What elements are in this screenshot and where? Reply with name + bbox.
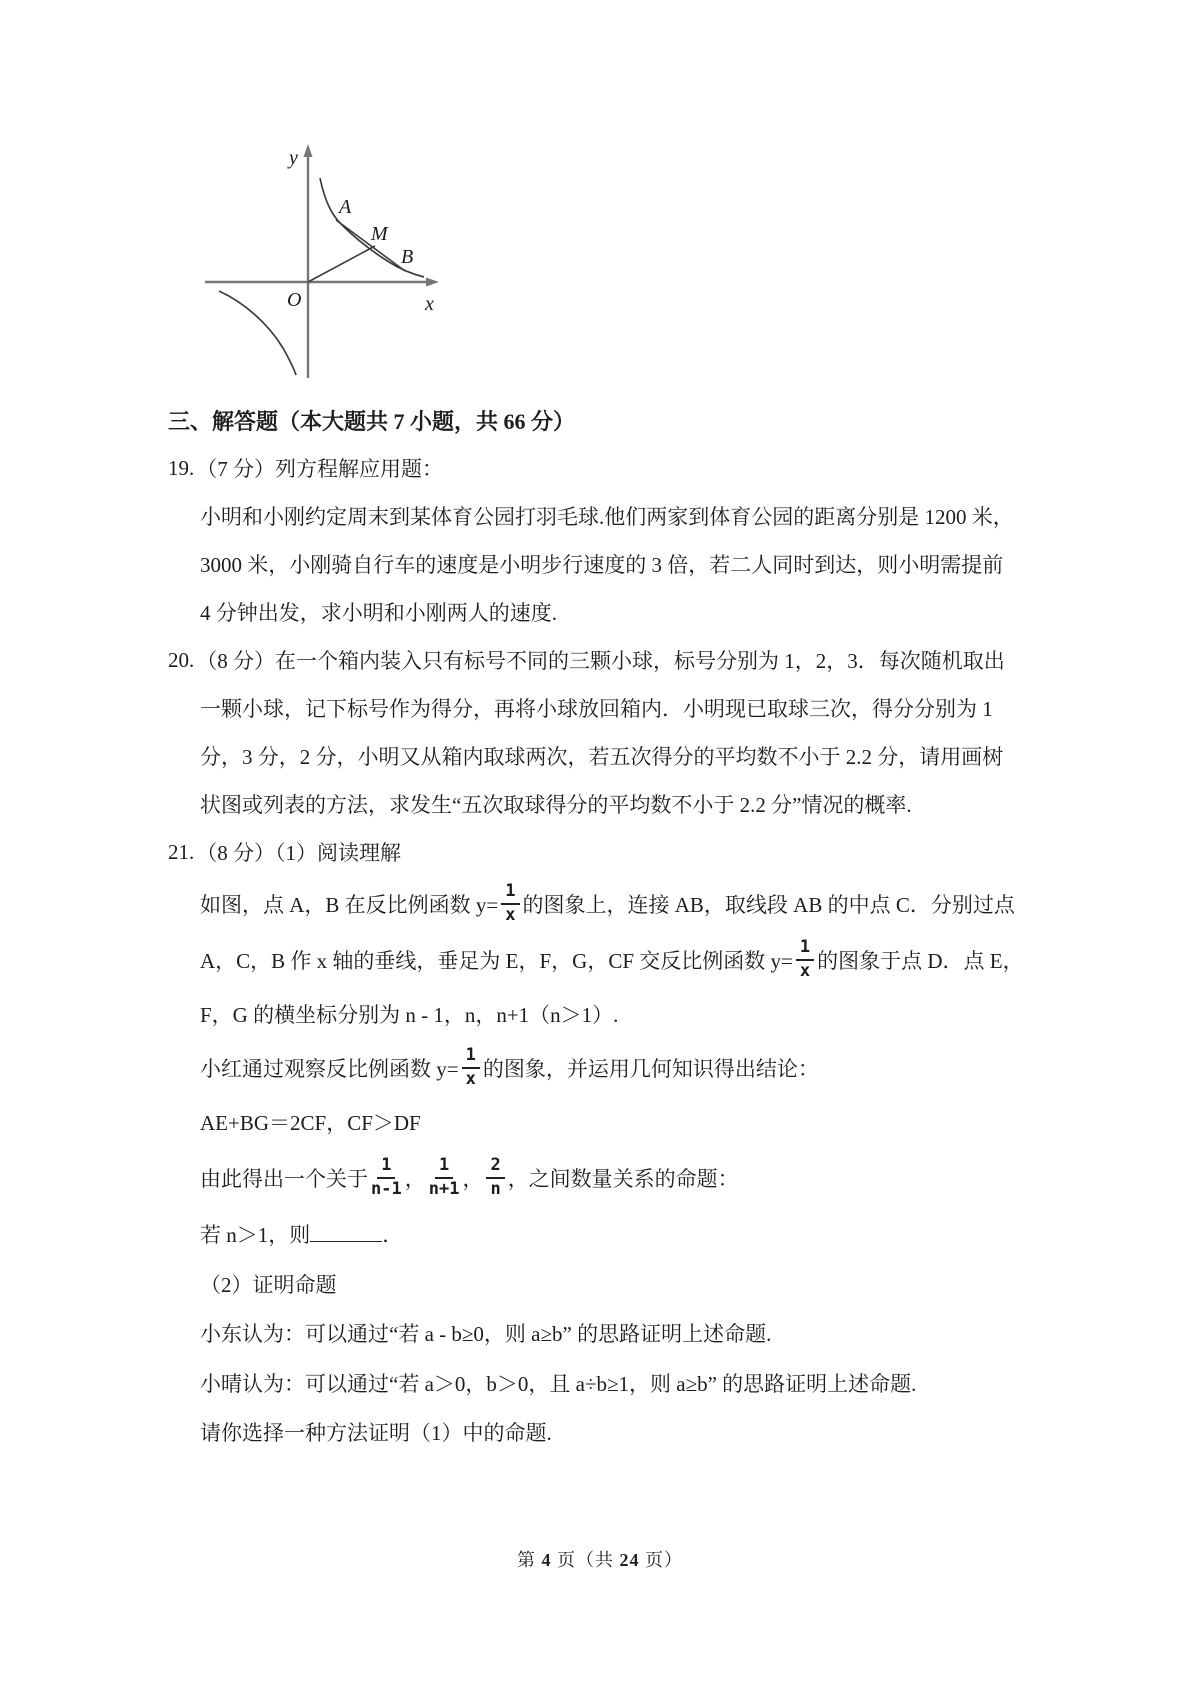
problem-21-line-3	[168, 988, 1068, 1040]
page-footer	[0, 1546, 1200, 1572]
problem-21-line-8	[168, 1260, 1068, 1308]
problem-21-line-9	[168, 1308, 1068, 1358]
point-m-label: M	[371, 223, 388, 245]
problem-21-text: ，	[462, 1167, 484, 1191]
footer-text: 页（共	[551, 1550, 620, 1570]
footer-page-number: 4	[541, 1550, 552, 1570]
fraction-1-over-n-minus-1	[371, 1156, 402, 1199]
problem-21-head: （8 分）（1）阅读理解	[196, 841, 401, 865]
y-axis-arrow-icon	[304, 144, 313, 157]
problem-19-text-1: 小明和小刚约定周末到某体育公园打羽毛球.他们两家到体育公园的距离分别是 1200 米，	[200, 505, 1014, 529]
point-b-label: B	[401, 246, 414, 268]
x-axis-arrow-icon	[426, 278, 439, 287]
origin-label: O	[287, 289, 302, 311]
problem-20-line	[168, 732, 1068, 780]
fraction-denominator: x	[799, 961, 811, 981]
problem-21-text: ．	[382, 1223, 404, 1247]
problem-19-line	[168, 540, 1068, 588]
fraction-numerator: 1	[377, 1156, 395, 1179]
problem-19-line	[168, 588, 1068, 636]
problem-20-text-1: 一颗小球，记下标号作为得分，再将小球放回箱内．小明现已取球三次，得分分别为 1	[200, 697, 993, 721]
problem-21-text: 的图象于点 D．点 E，	[817, 949, 1024, 973]
problem-21-text: A，C，B 作 x 轴的垂线，垂足为 E，F，G，CF 交反比例函数 y=	[200, 949, 793, 973]
problem-20-head: （8 分）在一个箱内装入只有标号不同的三颗小球，标号分别为 1，2，3．每次随机取出	[196, 649, 1005, 673]
problem-20-line	[168, 684, 1068, 732]
problem-21-text: 请你选择一种方法证明（1）中的命题.	[200, 1421, 552, 1445]
problem-21-number: 21.	[168, 839, 195, 864]
fraction-numerator: 1	[501, 882, 519, 905]
footer-text: 第	[517, 1550, 542, 1570]
problem-20-line	[168, 780, 1068, 828]
problem-20-head-row	[168, 636, 1068, 684]
section-heading-row	[168, 396, 1068, 444]
function-graph-figure	[193, 136, 443, 382]
problem-20-text-3: 状图或列表的方法，求发生“五次取球得分的平均数不小于 2.2 分”情况的概率.	[200, 793, 912, 817]
hyperbola-branch-q3	[219, 291, 296, 375]
ray-om	[308, 246, 375, 282]
problem-21-text: 的图象，并运用几何知识得出结论：	[482, 1057, 819, 1081]
fraction-1-over-n-plus-1	[429, 1156, 460, 1199]
fraction-numerator: 1	[796, 938, 814, 961]
problem-21-text: ，	[404, 1167, 426, 1191]
footer-total-pages: 24	[619, 1550, 640, 1570]
answer-blank	[310, 1241, 382, 1242]
fraction-1-over-x	[462, 1046, 480, 1089]
problem-20-number: 20.	[168, 647, 195, 672]
problem-21-line-4	[168, 1040, 1068, 1096]
problem-20-text-2: 分，3 分，2 分，小明又从箱内取球两次，若五次得分的平均数不小于 2.2 分，请用画树	[200, 745, 1004, 769]
hyperbola-diagram	[193, 136, 443, 382]
problem-21-text: ，之间数量关系的命题：	[507, 1167, 739, 1191]
exam-content	[168, 396, 1068, 1456]
problem-19-head-row	[168, 444, 1068, 492]
problem-21-text: 小东认为：可以通过“若 a - b≥0，则 a≥b” 的思路证明上述命题.	[200, 1322, 772, 1346]
fraction-denominator: x	[465, 1069, 476, 1089]
problem-21-line-1	[168, 876, 1068, 932]
footer-text: 页）	[639, 1550, 683, 1570]
problem-21-line-11	[168, 1408, 1068, 1456]
problem-19-text-3: 4 分钟出发，求小明和小刚两人的速度.	[200, 601, 557, 625]
problem-21-subsection: （2）证明命题	[200, 1273, 337, 1297]
fraction-denominator: n	[490, 1179, 501, 1199]
problem-21-text: 小红通过观察反比例函数 y=	[200, 1057, 459, 1081]
point-a-label: A	[339, 196, 352, 218]
fraction-denominator: n-1	[371, 1179, 402, 1199]
problem-21-head-row	[168, 828, 1068, 876]
problem-21-line-5	[168, 1096, 1068, 1148]
problem-21-text: 由此得出一个关于	[200, 1167, 368, 1191]
problem-21-line-10	[168, 1358, 1068, 1408]
fraction-denominator: x	[505, 905, 516, 925]
problem-21-text: 如图，点 A，B 在反比例函数 y=	[200, 893, 499, 917]
problem-19-text-2: 3000 米，小刚骑自行车的速度是小明步行速度的 3 倍，若二人同时到达，则小明需提前	[200, 553, 1004, 577]
x-axis-label: x	[425, 293, 434, 315]
problem-21-text: 的图象上，连接 AB，取线段 AB 的中点 C．分别过点	[522, 893, 1015, 917]
problem-21-line-6	[168, 1148, 1068, 1208]
fraction-numerator: 2	[486, 1156, 504, 1179]
problem-19-line	[168, 492, 1068, 540]
problem-19-head: （7 分）列方程解应用题：	[196, 457, 443, 481]
problem-21-line-2	[168, 932, 1068, 988]
problem-21-conclusion: AE+BG＝2CF，CF＞DF	[200, 1111, 421, 1135]
section-heading: 三、解答题（本大题共 7 小题，共 66 分）	[168, 408, 576, 434]
problem-21-text: 小晴认为：可以通过“若 a＞0，b＞0，且 a÷b≥1，则 a≥b” 的思路证明上述命题.	[200, 1372, 917, 1396]
fraction-denominator: n+1	[428, 1179, 460, 1199]
problem-21-line-7	[168, 1208, 1068, 1260]
fraction-numerator: 1	[462, 1046, 480, 1069]
problem-19-number: 19.	[168, 455, 195, 480]
problem-21-text: 若 n＞1，则	[200, 1223, 311, 1247]
problem-21-text: F，G 的横坐标分别为 n - 1，n，n+1（n＞1）.	[200, 1003, 619, 1027]
fraction-1-over-x	[796, 938, 814, 981]
fraction-1-over-x	[501, 882, 519, 925]
fraction-numerator: 1	[435, 1156, 453, 1179]
y-axis-label: y	[289, 147, 298, 169]
fraction-2-over-n	[486, 1156, 504, 1199]
